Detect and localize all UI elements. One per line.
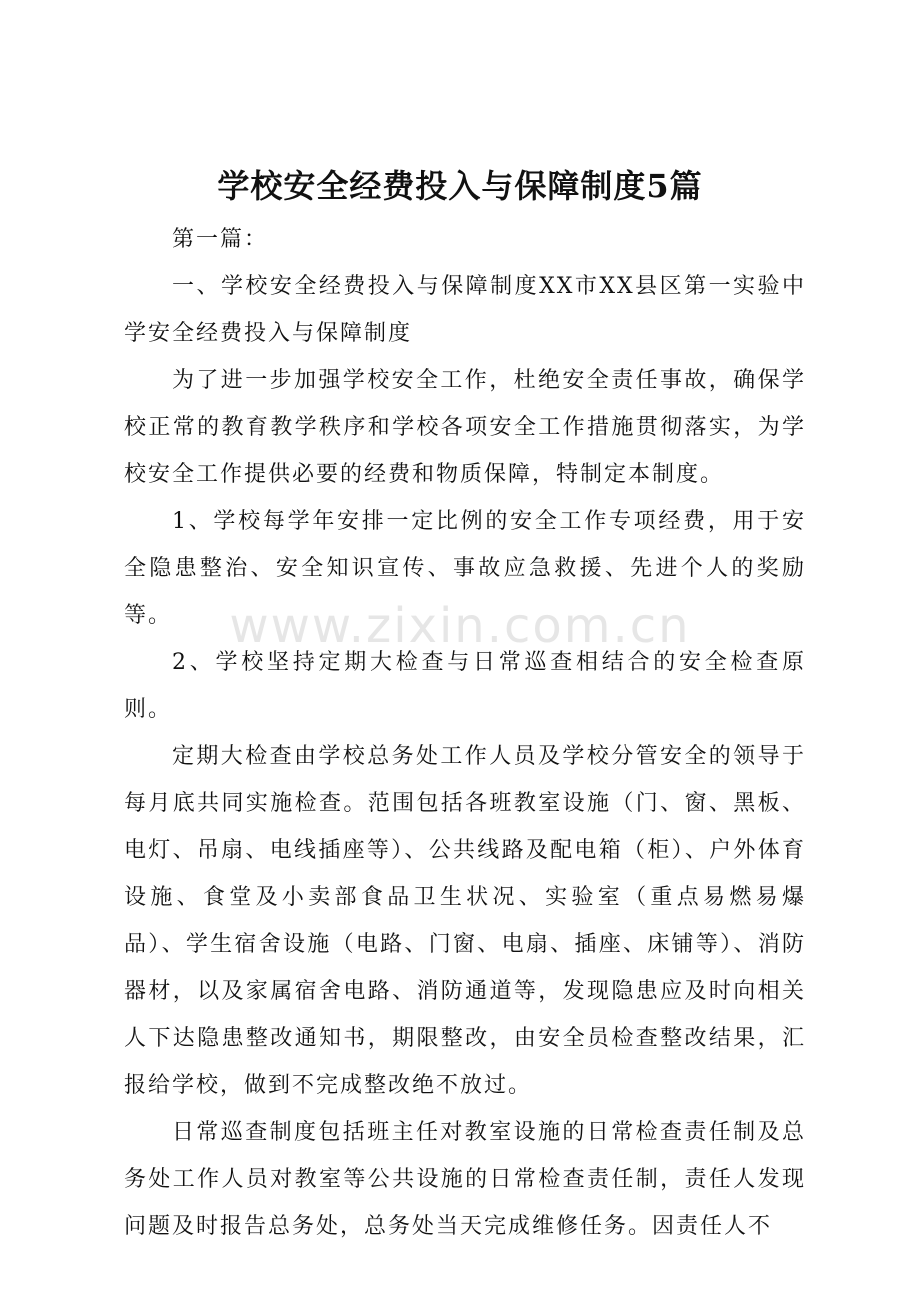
paragraph: 一、学校安全经费投入与保障制度XX市XX县区第一实验中学安全经费投入与保障制度 xyxy=(124,274,806,346)
paragraph: 定期大检查由学校总务处工作人员及学校分管安全的领导于每月底共同实施检查。范围包括各班教室设施（门、窗、黑板、电灯、吊扇、电线插座等）、公共线路及配电箱（柜）、户外体育设施、食堂及小卖部食品卫生状况、实验室（重点易燃易爆品）、学生宿舍设施（电路、门窗、电扇、插座、床铺等）、消防器材，以及家属宿舍电路、消防通道等，发现隐患应及时向相关人下达隐患整改通知书，期限整改，由安全员检查整改结果，汇报给学校，做到不完成整改绝不放过。 xyxy=(124,744,806,1098)
paragraph: 1、学校每学年安排一定比例的安全工作专项经费，用于安全隐患整治、安全知识宣传、事故应急救援、先进个人的奖励等。 xyxy=(124,509,806,628)
paragraph: 为了进一步加强学校安全工作，杜绝安全责任事故，确保学校正常的教育教学秩序和学校各项安全工作措施贯彻落实，为学校安全工作提供必要的经费和物质保障，特制定本制度。 xyxy=(124,368,806,487)
paragraph: 第一篇： xyxy=(172,227,269,252)
document-body xyxy=(124,216,806,1250)
paragraph: 2、学校坚持定期大检查与日常巡查相结合的安全检查原则。 xyxy=(124,650,806,722)
watermark: www.zixin.com.cn xyxy=(229,598,691,654)
paragraph: 日常巡查制度包括班主任对教室设施的日常检查责任制及总务处工作人员对教室等公共设施的日常检查责任制，责任人发现问题及时报告总务处，总务处当天完成维修任务。因责任人不 xyxy=(124,1120,806,1239)
document-title: 学校安全经费投入与保障制度5篇 xyxy=(217,167,703,205)
